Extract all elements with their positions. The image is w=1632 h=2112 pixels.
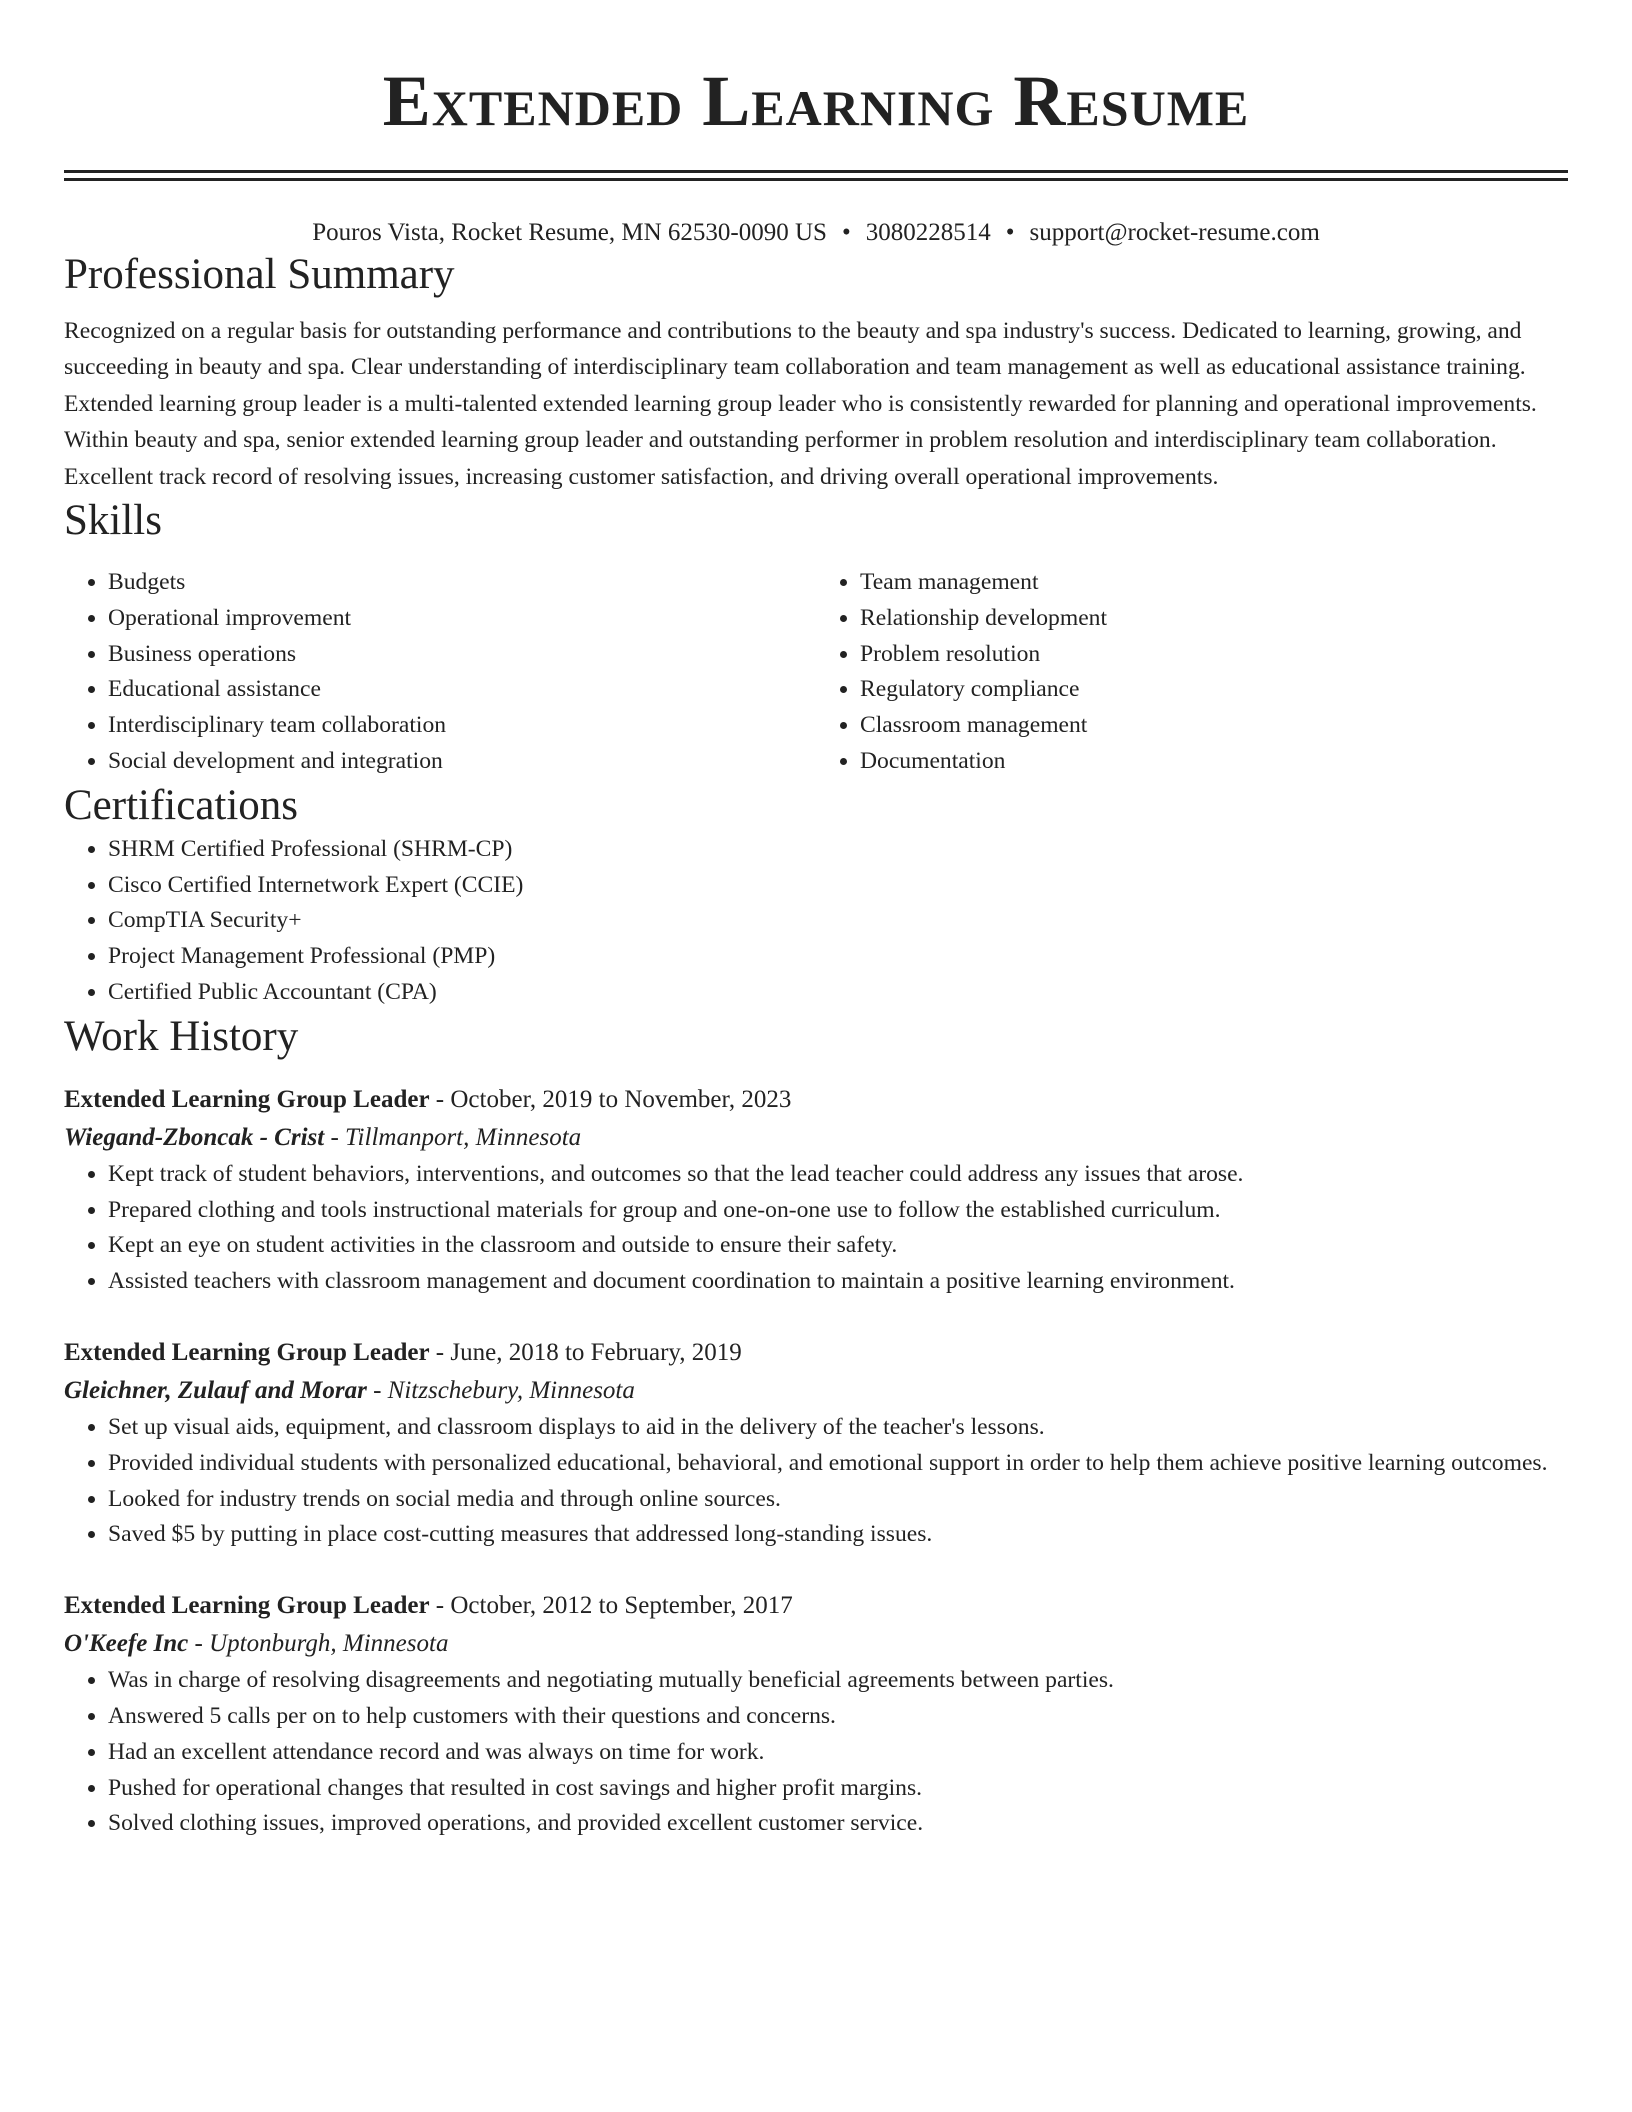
skill-item: • Classroom management (860, 708, 1568, 744)
skill-item: • Documentation (860, 744, 1568, 780)
work-history-heading: Work History (64, 1012, 299, 1060)
job-bullet: • Was in charge of resolving disagreements and negotiating mutually beneficial agreements between parties. (108, 1663, 1568, 1699)
job-dates: - October, 2012 to September, 2017 (429, 1592, 793, 1620)
job-entry (64, 1587, 1568, 1842)
summary-text: Recognized on a regular basis for outstanding performance and contributions to the beauty and spa industry's success. Dedicated to learning, growing, and succeeding in beauty and spa. Clear understanding of interdisciplinary team collaboration and team management as well as educational assistance training. Extended learning group leader is a multi-talented extended learning group leader who is consistently rewarded for planning and operational improvements. Within beauty and spa, senior extended learning group leader and outstanding performer in problem resolution and interdisciplinary team collaboration. Excellent track record of resolving issues, increasing customer satisfaction, and driving overall operational improvements. (64, 318, 1537, 490)
skill-item: • Operational improvement (108, 601, 816, 637)
job-title: Extended Learning Group Leader (64, 1338, 430, 1366)
job-bullet: • Assisted teachers with classroom management and document coordination to maintain a positive learning environment. (108, 1264, 1568, 1300)
contact-phone: 3080228514 (865, 219, 991, 246)
certification-item: • Certified Public Accountant (CPA) (108, 975, 1568, 1011)
job-bullet-list (64, 1663, 1568, 1842)
skill-item: • Team management (860, 565, 1568, 601)
job-location: - Uptonburgh, Minnesota (188, 1630, 449, 1658)
skill-item: • Social development and integration (108, 744, 816, 780)
job-bullet: • Set up visual aids, equipment, and classroom displays to aid in the delivery of the teacher's lessons. (108, 1410, 1568, 1446)
skill-item: • Business operations (108, 637, 816, 673)
job-title-line (64, 1334, 1568, 1372)
skills-columns (64, 565, 1568, 780)
contact-separator: • (1005, 219, 1015, 246)
skill-item: • Relationship development (860, 601, 1568, 637)
job-bullet: • Kept an eye on student activities in the classroom and outside to ensure their safety. (108, 1228, 1568, 1264)
job-bullet-list (64, 1157, 1568, 1300)
contact-address: Pouros Vista, Rocket Resume, MN 62530-0090 US (312, 219, 827, 246)
skills-heading: Skills (64, 497, 162, 545)
job-dates: - October, 2019 to November, 2023 (429, 1085, 792, 1113)
job-entry (64, 1081, 1568, 1300)
job-bullet: • Saved $5 by putting in place cost-cutting measures that addressed long-standing issues. (108, 1517, 1568, 1553)
title-divider (64, 170, 1568, 181)
job-bullet: • Solved clothing issues, improved operations, and provided excellent customer service. (108, 1806, 1568, 1842)
skill-item: • Budgets (108, 565, 816, 601)
job-title-line (64, 1081, 1568, 1119)
skills-right-column (816, 565, 1568, 780)
skill-item: • Problem resolution (860, 637, 1568, 673)
job-title: Extended Learning Group Leader (64, 1592, 430, 1620)
summary-heading: Professional Summary (64, 251, 455, 298)
job-bullet: • Prepared clothing and tools instructional materials for group and one-on-one use to follow the established curriculum. (108, 1193, 1568, 1229)
job-dates: - June, 2018 to February, 2019 (429, 1338, 742, 1366)
job-company: O'Keefe Inc (64, 1630, 189, 1658)
job-company: Gleichner, Zulauf and Morar (64, 1376, 367, 1404)
skills-left-column (64, 565, 816, 780)
certifications-list (64, 832, 1568, 1011)
certifications-heading: Certifications (64, 781, 299, 829)
job-location: - Nitzschebury, Minnesota (366, 1376, 635, 1404)
job-entry (64, 1334, 1568, 1553)
job-company: Wiegand-Zboncak - Crist (64, 1123, 325, 1151)
contact-separator: • (841, 219, 851, 246)
certification-item: • Project Management Professional (PMP) (108, 939, 1568, 975)
job-title-line (64, 1587, 1568, 1625)
certification-item: • Cisco Certified Internetwork Expert (CCIE) (108, 868, 1568, 904)
skill-item: • Regulatory compliance (860, 672, 1568, 708)
contact-email: support@rocket-resume.com (1029, 219, 1320, 246)
job-bullet-list (64, 1410, 1568, 1553)
contact-line (64, 217, 1568, 249)
job-bullet: • Pushed for operational changes that resulted in cost savings and higher profit margins. (108, 1771, 1568, 1807)
job-bullet: • Looked for industry trends on social media and through online sources. (108, 1482, 1568, 1518)
job-bullet: • Had an excellent attendance record and was always on time for work. (108, 1735, 1568, 1771)
job-company-line (64, 1372, 1568, 1410)
job-company-line (64, 1119, 1568, 1157)
skill-item: • Interdisciplinary team collaboration (108, 708, 816, 744)
certification-item: • SHRM Certified Professional (SHRM-CP) (108, 832, 1568, 868)
certification-item: • CompTIA Security+ (108, 903, 1568, 939)
resume-title: Extended Learning Resume (382, 61, 1250, 141)
job-bullet: • Provided individual students with personalized educational, behavioral, and emotional support in order to help them achieve positive learning outcomes. (108, 1446, 1568, 1482)
job-title: Extended Learning Group Leader (64, 1085, 430, 1113)
skill-item: • Educational assistance (108, 672, 816, 708)
job-location: - Tillmanport, Minnesota (324, 1123, 582, 1151)
job-bullet: • Answered 5 calls per on to help customers with their questions and concerns. (108, 1699, 1568, 1735)
job-bullet: • Kept track of student behaviors, interventions, and outcomes so that the lead teacher could address any issues that arose. (108, 1157, 1568, 1193)
job-company-line (64, 1625, 1568, 1663)
